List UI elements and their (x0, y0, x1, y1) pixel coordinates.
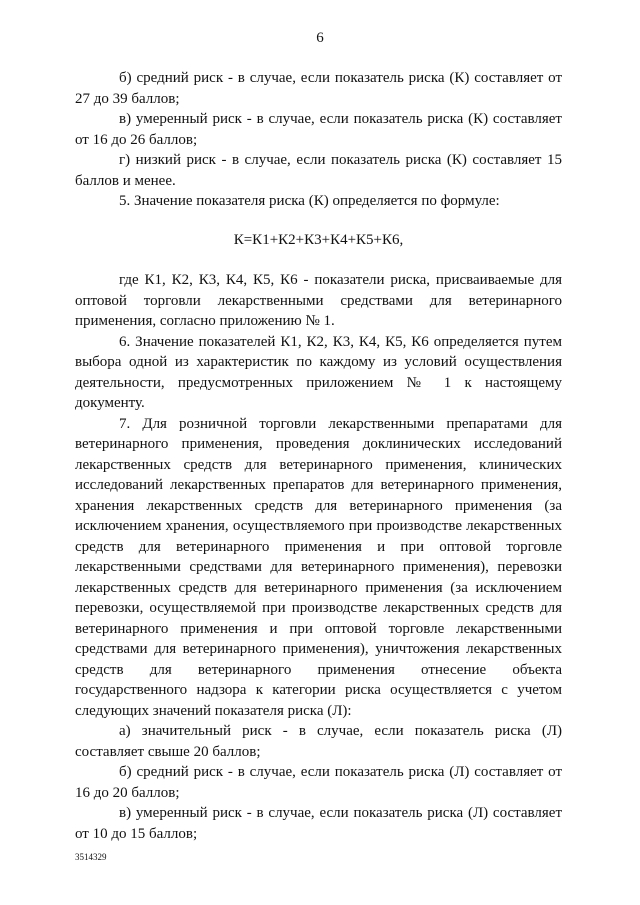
paragraph-risk-low-k: г) низкий риск - в случае, если показатель риска (К) составляет 15 баллов и менее. (75, 152, 562, 189)
paragraph-risk-significant-l: а) значительный риск - в случае, если показатель риска (Л) составляет свыше 20 баллов; (75, 723, 562, 760)
paragraph-formula-explanation: где К1, К2, К3, К4, К5, К6 - показатели риска, присваиваемые для оптовой торговли лекарственными средствами для ветеринарного применения, согласно приложению № 1. (75, 272, 562, 329)
paragraph-item-6: 6. Значение показателей К1, К2, К3, К4, К5, К6 определяется путем выбора одной из характеристик по каждому из условий осуществления деятельности, предусмотренных приложением № 1 к настоящему документу. (75, 333, 562, 411)
paragraph-risk-medium-k: б) средний риск - в случае, если показатель риска (К) составляет от 27 до 39 баллов; (75, 70, 562, 107)
formula: К=К1+К2+К3+К4+К5+К6, (233, 231, 404, 248)
paragraph-item-5: 5. Значение показателя риска (К) определяется по формуле: (119, 193, 500, 209)
page-number: 6 (316, 30, 324, 46)
paragraph-risk-moderate-k: в) умеренный риск - в случае, если показатель риска (К) составляет от 16 до 26 баллов; (75, 111, 562, 148)
document-body (75, 68, 562, 844)
paragraph-item-7: 7. Для розничной торговли лекарственными препаратами для ветеринарного применения, проведения доклинических исследований лекарственных средств для ветеринарного применения, клинических исследований лекарственных препаратов для ветеринарного применения, хранения лекарственных средств для ветеринарного применения (за исключением хранения, осуществляемого при производстве лекарственных средств для ветеринарного применения и при оптовой торговле лекарственными средствами для ветеринарного применения), перевозки лекарственных средств для ветеринарного применения (за исключением перевозки, осуществляемой при производстве лекарственных средств для ветеринарного применения и при оптовой торговле лекарственными средствами для ветеринарного применения), уничтожения лекарственных средств для ветеринарного применения отнесение объекта государственного надзора к категории риска осуществляется с учетом следующих значений показателя риска (Л): (75, 415, 562, 719)
paragraph-risk-moderate-l: в) умеренный риск - в случае, если показатель риска (Л) составляет от 10 до 15 баллов; (75, 805, 562, 842)
document-code: 3514329 (75, 852, 107, 862)
paragraph-risk-medium-l: б) средний риск - в случае, если показатель риска (Л) составляет от 16 до 20 баллов; (75, 764, 562, 801)
